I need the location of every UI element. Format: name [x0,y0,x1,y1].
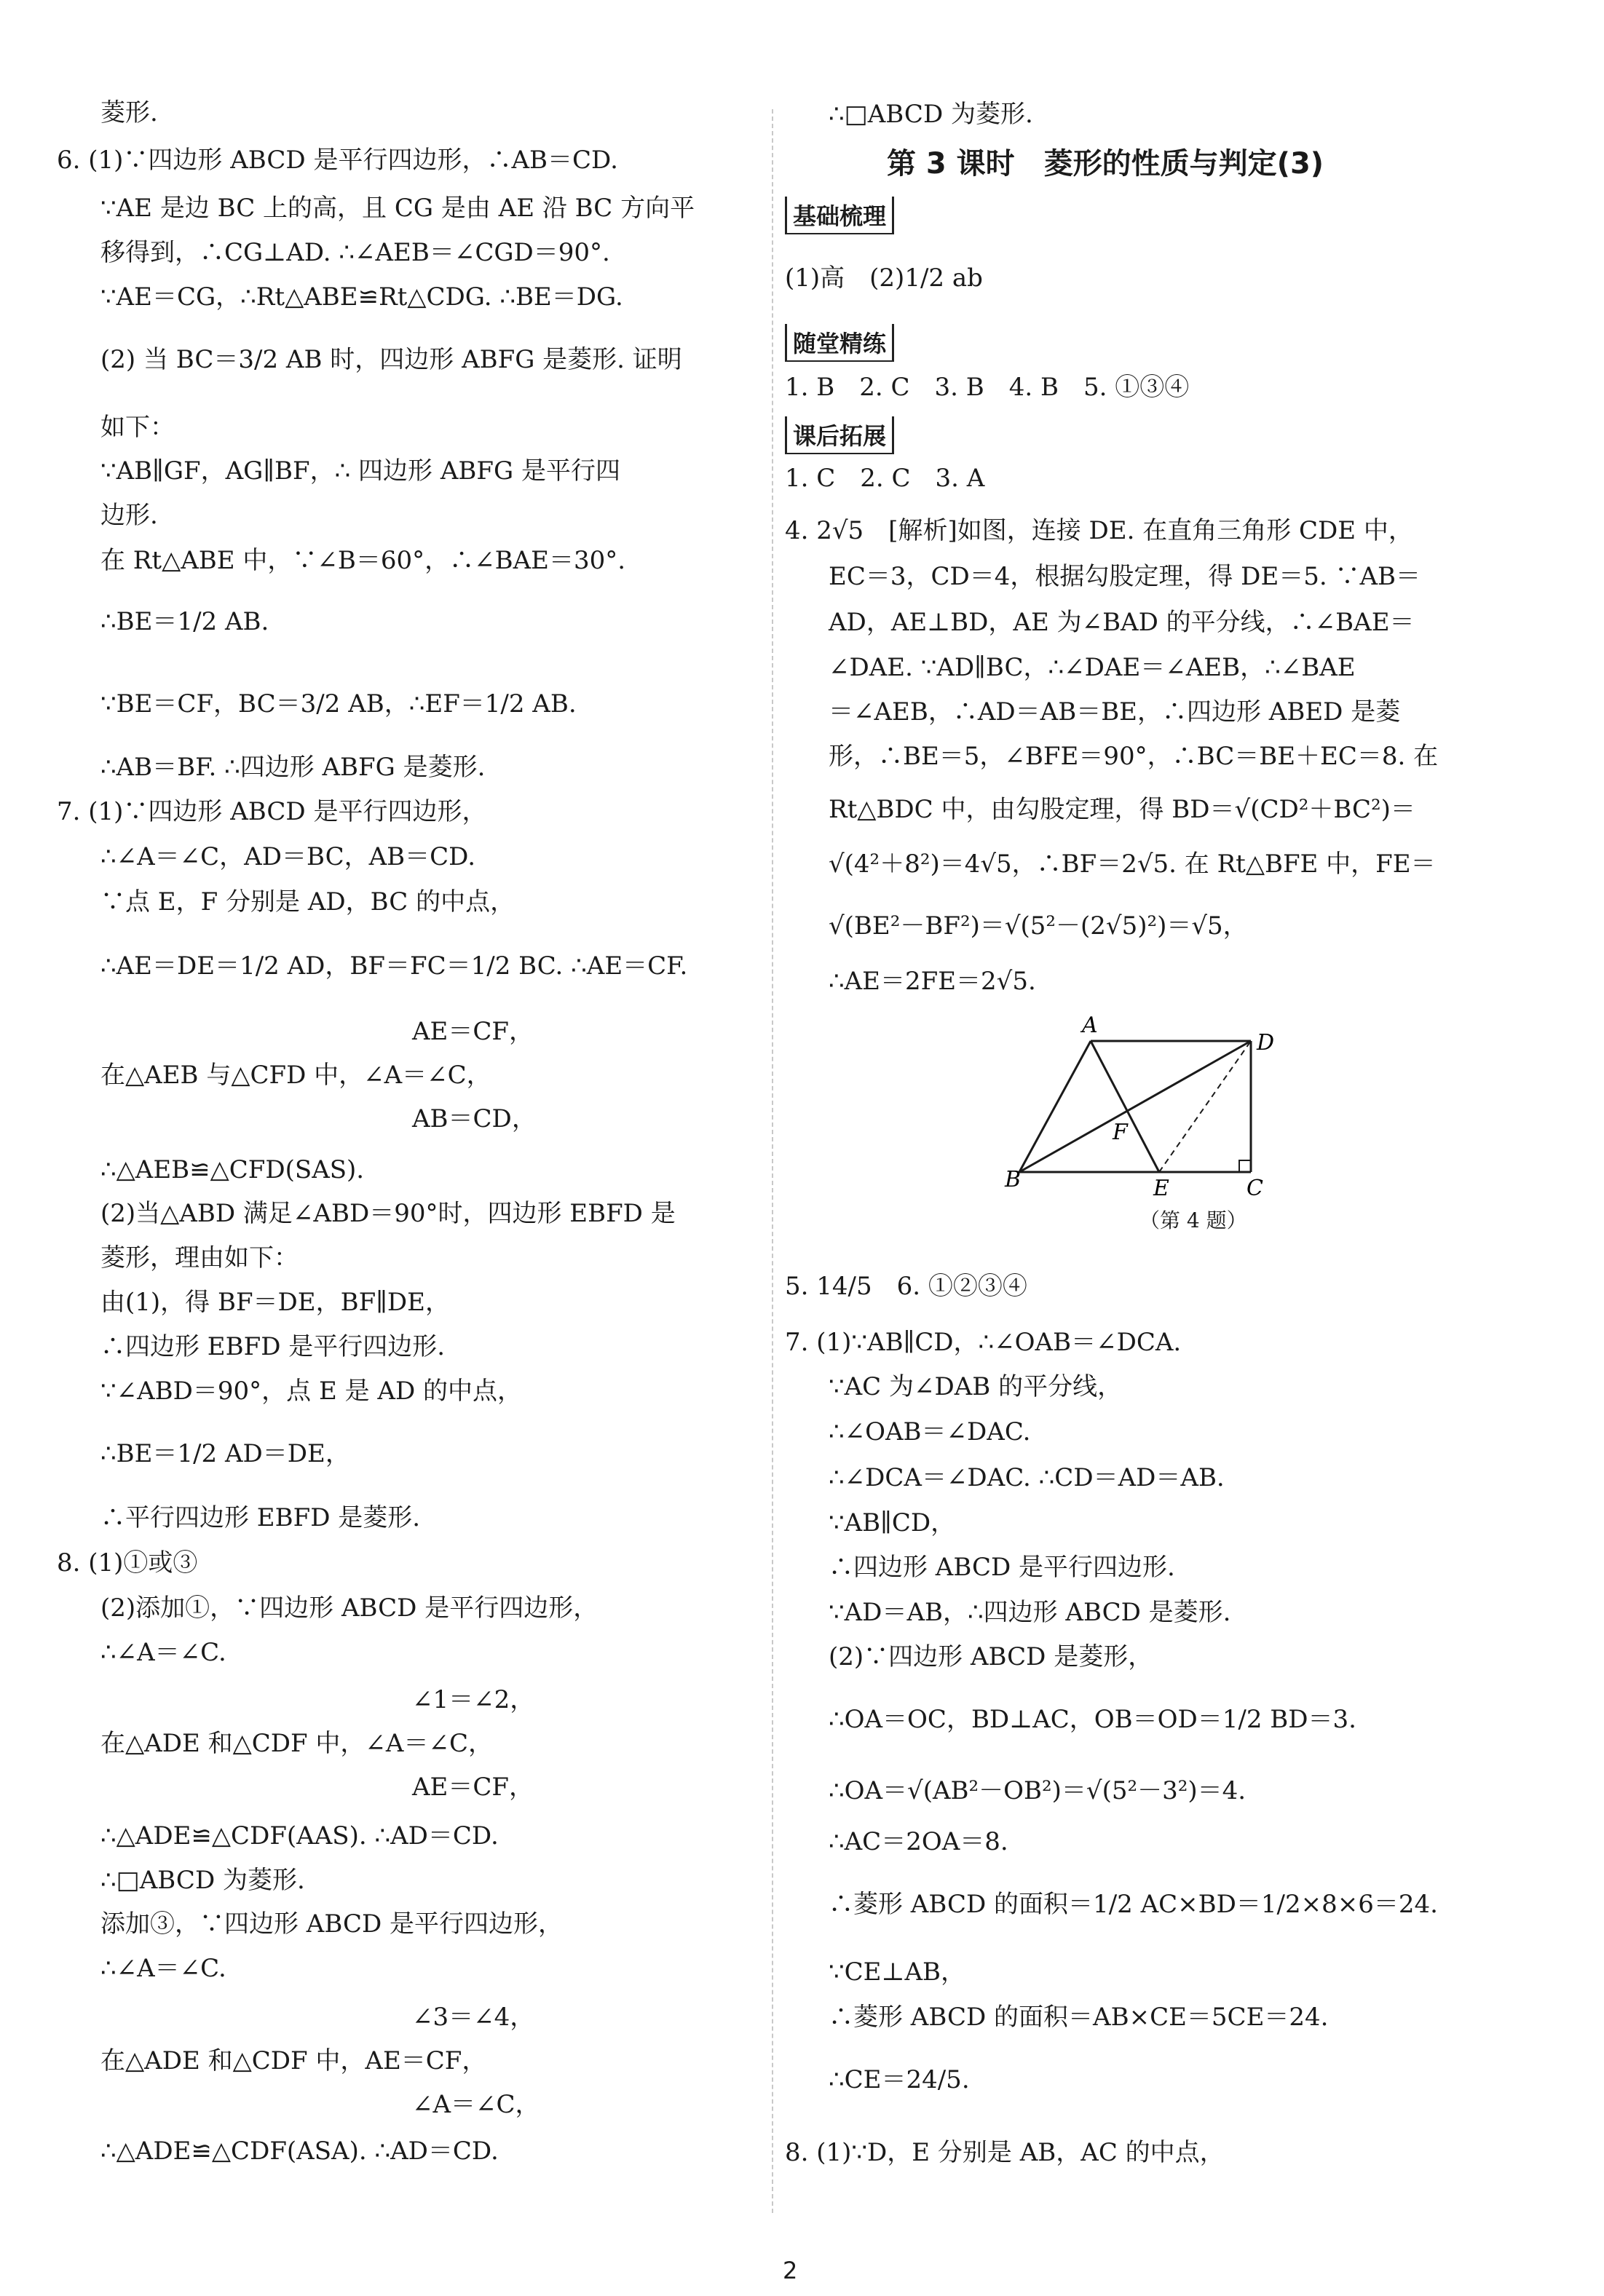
label-b: B [1005,1167,1022,1192]
q7-line: 7. (1)∵AB∥CD，∴∠OAB＝∠DCA. [785,1328,1182,1357]
brace-intro-line: 在△AEB 与△CFD 中，∠A＝∠C， [100,1061,491,1090]
text-line: (2)∵四边形 ABCD 是菱形， [829,1642,1153,1671]
text-line: 形，∴BE＝5，∠BFE＝90°，∴BC＝BE＋EC＝8. 在 [829,742,1439,771]
section-basic: 基础梳理 [785,197,894,234]
label-d: D [1257,1030,1275,1056]
page-number: 2 [783,2257,798,2284]
q6-line: 6. (1)∵四边形 ABCD 是平行四边形，∴AB＝CD. [57,146,618,175]
text-line: EC＝3，CD＝4，根据勾股定理，得 DE＝5. ∵AB＝ [829,562,1421,591]
lesson-title: 第 3 课时 菱形的性质与判定(3) [887,147,1324,181]
segment-ae [1091,1041,1159,1172]
section-practice: 随堂精练 [785,324,894,362]
text-line: 菱形. [100,98,158,127]
label-c: C [1247,1176,1263,1201]
brace-line: AE＝CF， [412,1017,534,1046]
q5-line: 5. 14/5 6. ①②③④ [785,1272,1027,1301]
text-line: ∴∠DCA＝∠DAC. ∴CD＝AD＝AB. [829,1463,1225,1492]
text-line: √(4²＋8²)＝4√5，∴BF＝2√5. 在 Rt△BFE 中，FE＝ [829,850,1436,879]
text-line: ∴四边形 EBFD 是平行四边形. [100,1332,446,1361]
text-line: ∴□ABCD 为菱形. [100,1866,305,1895]
text-line: ∴BE＝1/2 AB. [100,607,269,636]
text-line: 在 Rt△ABE 中，∵∠B＝60°，∴∠BAE＝30°. [100,546,626,575]
text-line: 1. C 2. C 3. A [785,464,985,493]
brace-line: ∠A＝∠C， [412,2090,540,2119]
text-line: ∵AE＝CG，∴Rt△ABE≌Rt△CDG. ∴BE＝DG. [100,282,623,312]
text-line: ∴BE＝1/2 AD＝DE， [100,1439,350,1468]
text-line: ∠DAE. ∵AD∥BC，∴∠DAE＝∠AEB，∴∠BAE [829,653,1356,682]
q8-line: 8. (1)∵D，E 分别是 AB，AC 的中点， [785,2138,1225,2167]
text-line: ∴△ADE≌△CDF(ASA). ∴AD＝CD. [100,2137,499,2166]
section-extend: 课后拓展 [785,416,894,454]
column-divider [772,109,773,2213]
label-e: E [1153,1176,1169,1201]
text-line: ∵BE＝CF，BC＝3/2 AB，∴EF＝1/2 AB. [100,689,577,719]
text-line: ∴∠A＝∠C. [100,1638,226,1667]
text-line: ∴平行四边形 EBFD 是菱形. [100,1503,421,1532]
brace-line: ∠3＝∠4， [412,2003,535,2032]
text-line: ∵AC 为∠DAB 的平分线， [829,1372,1123,1401]
text-line: ∴OA＝OC，BD⊥AC，OB＝OD＝1/2 BD＝3. [829,1705,1356,1734]
text-line: ∴AE＝DE＝1/2 AD，BF＝FC＝1/2 BC. ∴AE＝CF. [100,951,688,981]
text-line: ∴△AEB≌△CFD(SAS). [100,1155,365,1184]
text-line: ＝∠AEB，∴AD＝AB＝BE，∴四边形 ABED 是菱 [829,697,1401,727]
brace-intro-line: 在△ADE 和△CDF 中，∠A＝∠C， [100,1729,493,1758]
right-angle-mark [1239,1160,1251,1172]
text-line: (2)当△ABD 满足∠ABD＝90°时，四边形 EBFD 是 [100,1199,676,1228]
text-line: 添加③，∵四边形 ABCD 是平行四边形， [100,1909,564,1939]
geometry-figure [1005,1012,1275,1208]
text-line: (2)添加①，∵四边形 ABCD 是平行四边形， [100,1594,598,1623]
text-line: (2) 当 BC＝3/2 AB 时，四边形 ABFG 是菱形. 证明 [100,345,682,374]
text-line: ∵AE 是边 BC 上的高，且 CG 是由 AE 沿 BC 方向平 [100,194,695,223]
text-line: ∵AB∥CD， [829,1508,956,1537]
text-line: 1. B 2. C 3. B 4. B 5. ①③④ [785,373,1190,402]
text-line: ∴菱形 ABCD 的面积＝AB×CE＝5CE＝24. [829,2003,1329,2032]
text-line: 菱形，理由如下： [100,1243,299,1272]
text-line: ∵点 E，F 分别是 AD，BC 的中点， [100,887,515,917]
brace-line: ∠1＝∠2， [412,1685,535,1714]
brace-intro-line: 在△ADE 和△CDF 中，AE＝CF， [100,2046,487,2075]
q7-line: 7. (1)∵四边形 ABCD 是平行四边形， [57,797,487,826]
text-line: 如下： [100,413,175,442]
text-line: AD，AE⊥BD，AE 为∠BAD 的平分线，∴∠BAE＝ [829,608,1415,637]
text-line: ∴□ABCD 为菱形. [829,100,1033,129]
text-line: ∴△ADE≌△CDF(AAS). ∴AD＝CD. [100,1821,499,1850]
figure-caption: （第 4 题） [1139,1208,1247,1232]
brace-line: AE＝CF， [412,1773,534,1802]
text-line: ∵CE⊥AB， [829,1957,965,1987]
text-line: ∴∠A＝∠C. [100,1954,226,1983]
text-line: ∴OA＝√(AB²－OB²)＝√(5²－3²)＝4. [829,1776,1247,1805]
segment-de-dashed [1159,1041,1251,1172]
text-line: ∵AB∥GF，AG∥BF，∴ 四边形 ABFG 是平行四 [100,456,620,486]
q8-line: 8. (1)①或③ [57,1548,198,1577]
text-line: ∴CE＝24/5. [829,2065,970,2094]
text-line: (1)高 (2)1/2 ab [785,264,983,293]
text-line: ∴菱形 ABCD 的面积＝1/2 AC×BD＝1/2×8×6＝24. [829,1890,1438,1919]
text-line: ∵AD＝AB，∴四边形 ABCD 是菱形. [829,1598,1231,1627]
text-line: 边形. [100,501,158,530]
text-line: 移得到，∴CG⊥AD. ∴∠AEB＝∠CGD＝90°. [100,238,610,267]
label-f: F [1113,1120,1128,1145]
text-line: ∴AE＝2FE＝2√5. [829,967,1036,996]
text-line: ∴∠OAB＝∠DAC. [829,1417,1031,1446]
text-line: ∴AB＝BF. ∴四边形 ABFG 是菱形. [100,753,486,782]
text-line: ∴四边形 ABCD 是平行四边形. [829,1553,1175,1582]
text-line: ∵∠ABD＝90°，点 E 是 AD 的中点， [100,1377,523,1406]
q4-line: 4. 2√5 [解析]如图，连接 DE. 在直角三角形 CDE 中， [785,516,1413,545]
text-line: 由(1)，得 BF＝DE，BF∥DE， [100,1288,450,1317]
text-line: ∴∠A＝∠C，AD＝BC，AB＝CD. [100,842,476,871]
brace-line: AB＝CD， [412,1104,537,1133]
label-a: A [1082,1013,1098,1038]
text-line: ∴AC＝2OA＝8. [829,1827,1008,1856]
text-line: Rt△BDC 中，由勾股定理，得 BD＝√(CD²＋BC²)＝ [829,795,1415,824]
text-line: √(BE²－BF²)＝√(5²－(2√5)²)＝√5， [829,911,1248,941]
